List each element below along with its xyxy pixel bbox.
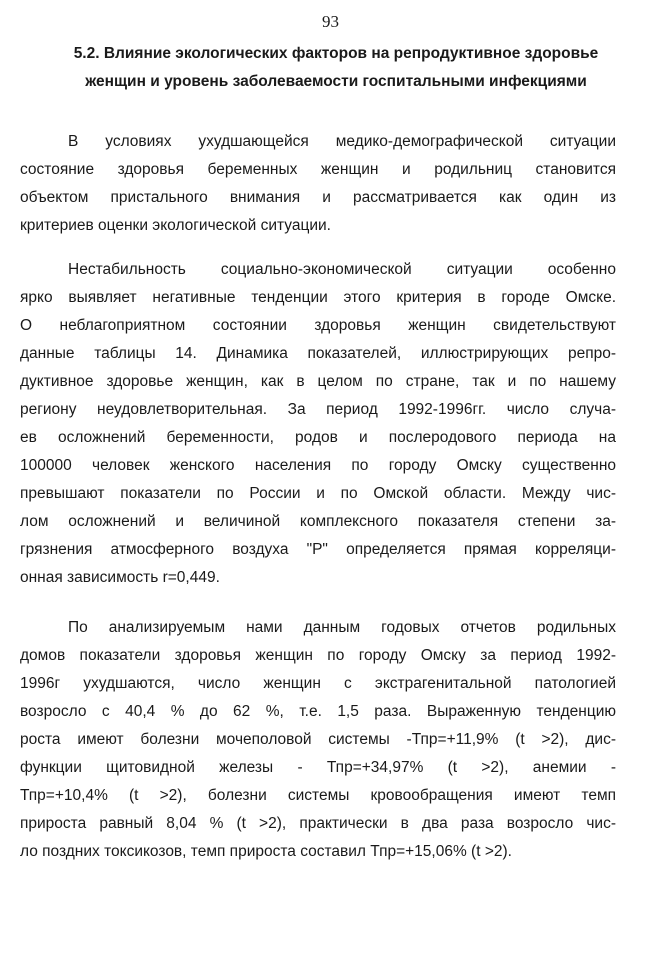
text-line: роста имеют болезни мочеполовой системы -Тпр=+11,9% (t >2), дис- bbox=[20, 731, 616, 748]
text-line: функции щитовидной железы - Тпр=+34,97% (t >2), анемии - bbox=[20, 759, 616, 776]
text-line: 1996г ухудшаются, число женщин с экстрагенитальной патологией bbox=[20, 675, 616, 692]
text-line: региону неудовлетворительная. За период 1992-1996гг. число случа- bbox=[20, 401, 616, 418]
text-line: О неблагоприятном состоянии здоровья женщин свидетельствуют bbox=[20, 317, 616, 334]
text-line: объектом пристального внимания и рассматривается как один из bbox=[20, 189, 616, 206]
text-line: В условиях ухудшающейся медико-демографической ситуации bbox=[68, 133, 616, 150]
paragraph-2 bbox=[20, 256, 616, 592]
text-line: ев осложнений беременности, родов и послеродового периода на bbox=[20, 429, 616, 446]
text-line: лом осложнений и величиной комплексного показателя степени за- bbox=[20, 513, 616, 530]
text-line: 100000 человек женского населения по городу Омску существенно bbox=[20, 457, 616, 474]
section-heading bbox=[46, 40, 626, 96]
text-line: превышают показатели по России и по Омской области. Между чис- bbox=[20, 485, 616, 502]
text-line: прироста равный 8,04 % (t >2), практически в два раза возросло чис- bbox=[20, 815, 616, 832]
heading-line: 5.2. Влияние экологических факторов на репродуктивное здоровье bbox=[73, 45, 599, 62]
text-line: состояние здоровья беременных женщин и родильниц становится bbox=[20, 161, 616, 178]
text-line: критериев оценки экологической ситуации. bbox=[20, 217, 331, 234]
page-number: 93 bbox=[322, 12, 339, 31]
text-line: возросло с 40,4 % до 62 %, т.е. 1,5 раза. Выраженную тенденцию bbox=[20, 703, 616, 720]
text-line: ло поздних токсикозов, темп прироста составил Тпр=+15,06% (t >2). bbox=[20, 843, 512, 860]
text-line: Нестабильность социально-экономической ситуации особенно bbox=[68, 261, 616, 278]
text-line: онная зависимость r=0,449. bbox=[20, 569, 220, 586]
heading-line: женщин и уровень заболеваемости госпитальными инфекциями bbox=[85, 73, 587, 90]
text-line: дуктивное здоровье женщин, как в целом по стране, так и по нашему bbox=[20, 373, 616, 390]
paragraph-1 bbox=[20, 128, 616, 240]
text-line: грязнения атмосферного воздуха "Р" определяется прямая корреляци- bbox=[20, 541, 616, 558]
paragraph-3 bbox=[20, 614, 616, 866]
text-line: Тпр=+10,4% (t >2), болезни системы кровообращения имеют темп bbox=[20, 787, 616, 804]
text-line: ярко выявляет негативные тенденции этого критерия в городе Омске. bbox=[20, 289, 616, 306]
text-line: По анализируемым нами данным годовых отчетов родильных bbox=[68, 619, 616, 636]
text-line: данные таблицы 14. Динамика показателей, иллюстрирующих репро- bbox=[20, 345, 616, 362]
text-line: домов показатели здоровья женщин по городу Омску за период 1992- bbox=[20, 647, 616, 664]
